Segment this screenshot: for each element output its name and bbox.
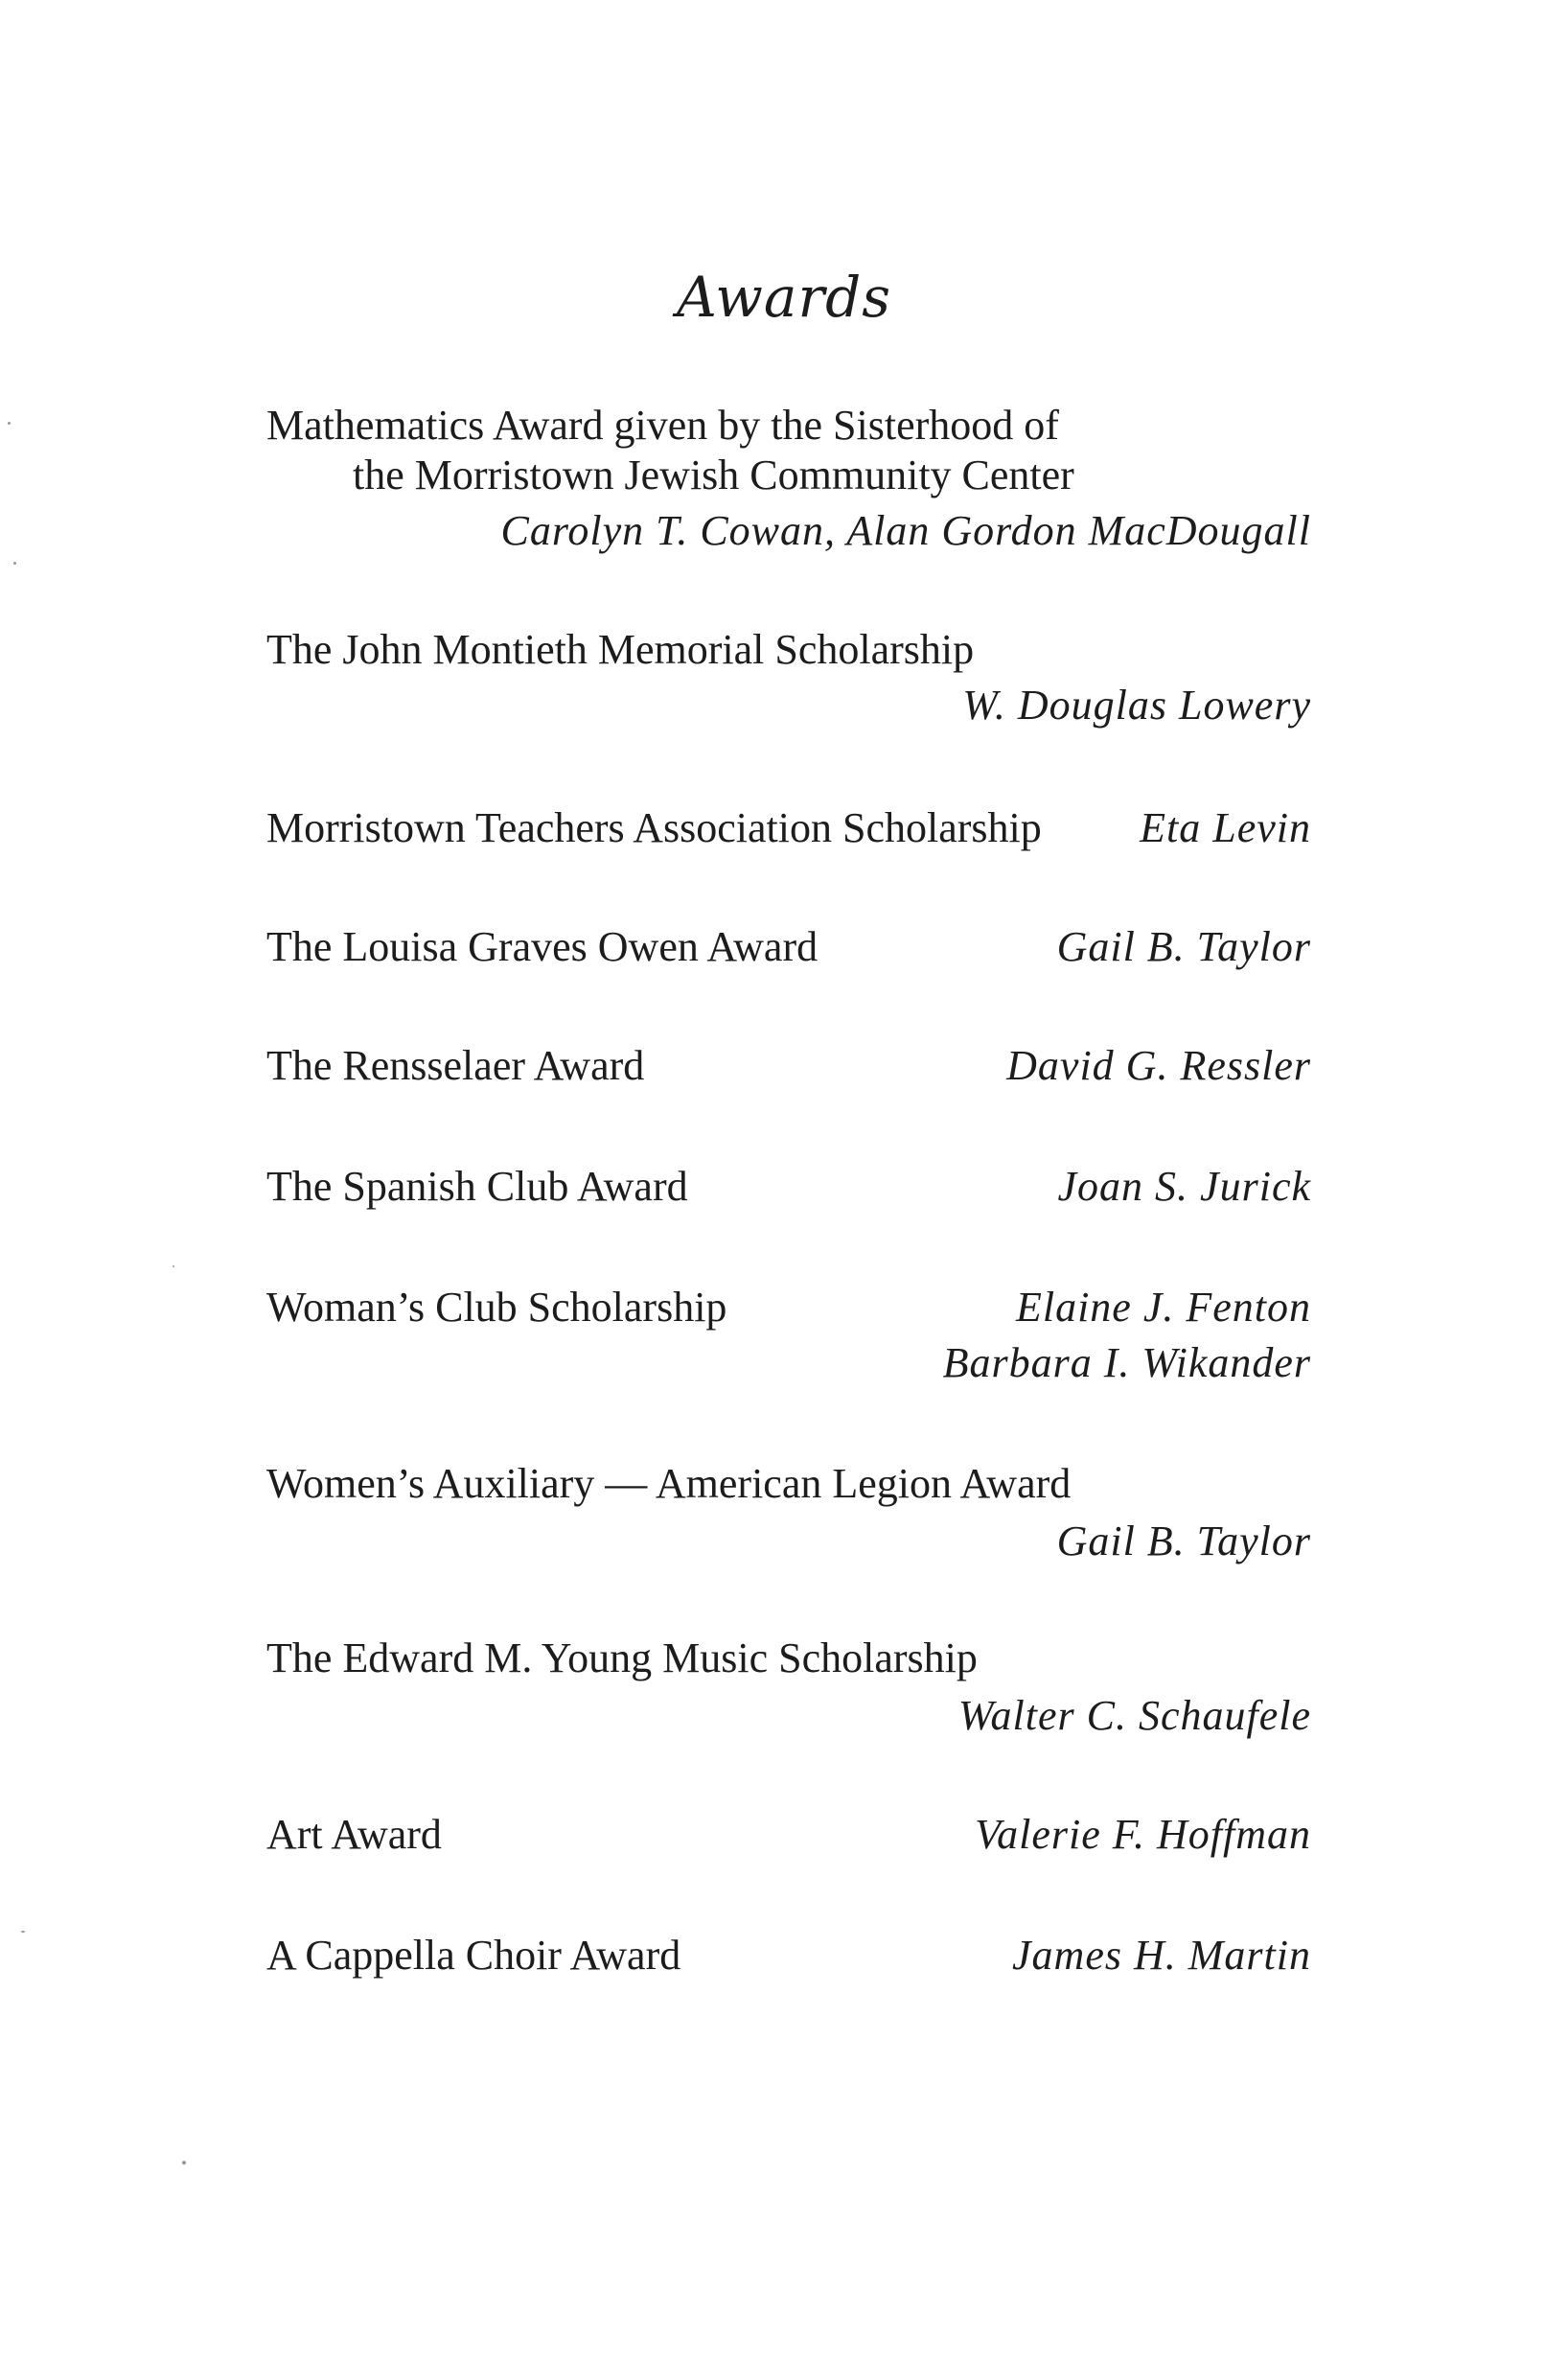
award-recipient: Barbara I. Wikander (942, 1339, 1311, 1386)
paper-speck (21, 1931, 25, 1933)
award-recipient: Gail B. Taylor (1056, 923, 1311, 970)
paper-speck (173, 1265, 174, 1267)
award-recipient: Carolyn T. Cowan, Alan Gordon MacDougall (500, 507, 1311, 554)
paper-speck (182, 2161, 186, 2165)
award-title: Women’s Auxiliary — American Legion Award (266, 1460, 1072, 1507)
paper-speck (8, 422, 11, 425)
award-title: Art Award (266, 1811, 442, 1858)
award-recipient: James H. Martin (1012, 1932, 1311, 1979)
award-recipient: W. Douglas Lowery (962, 682, 1311, 729)
award-recipient: Gail B. Taylor (1056, 1518, 1311, 1564)
award-title: The Rensselaer Award (266, 1042, 645, 1089)
award-title: Morristown Teachers Association Scholarship (266, 804, 1042, 851)
page-title: Awards (676, 265, 892, 330)
award-recipient: Joan S. Jurick (1057, 1163, 1311, 1210)
award-title: A Cappella Choir Award (266, 1932, 681, 1979)
paper-speck (13, 562, 16, 565)
award-recipient: Valerie F. Hoffman (975, 1811, 1311, 1858)
award-title: The John Montieth Memorial Scholarship (266, 626, 975, 673)
award-title: Woman’s Club Scholarship (266, 1284, 727, 1331)
award-title: The Louisa Graves Owen Award (266, 923, 819, 970)
award-title: The Spanish Club Award (266, 1163, 688, 1210)
award-recipient: David G. Ressler (1006, 1042, 1311, 1089)
award-title-continued: the Morristown Jewish Community Center (353, 452, 1074, 498)
award-title: Mathematics Award given by the Sisterhood of (266, 402, 1059, 449)
award-recipient: Elaine J. Fenton (1015, 1284, 1311, 1331)
award-recipient: Walter C. Schaufele (957, 1692, 1311, 1739)
award-recipient: Eta Levin (1140, 804, 1311, 851)
award-title: The Edward M. Young Music Scholarship (266, 1634, 978, 1681)
